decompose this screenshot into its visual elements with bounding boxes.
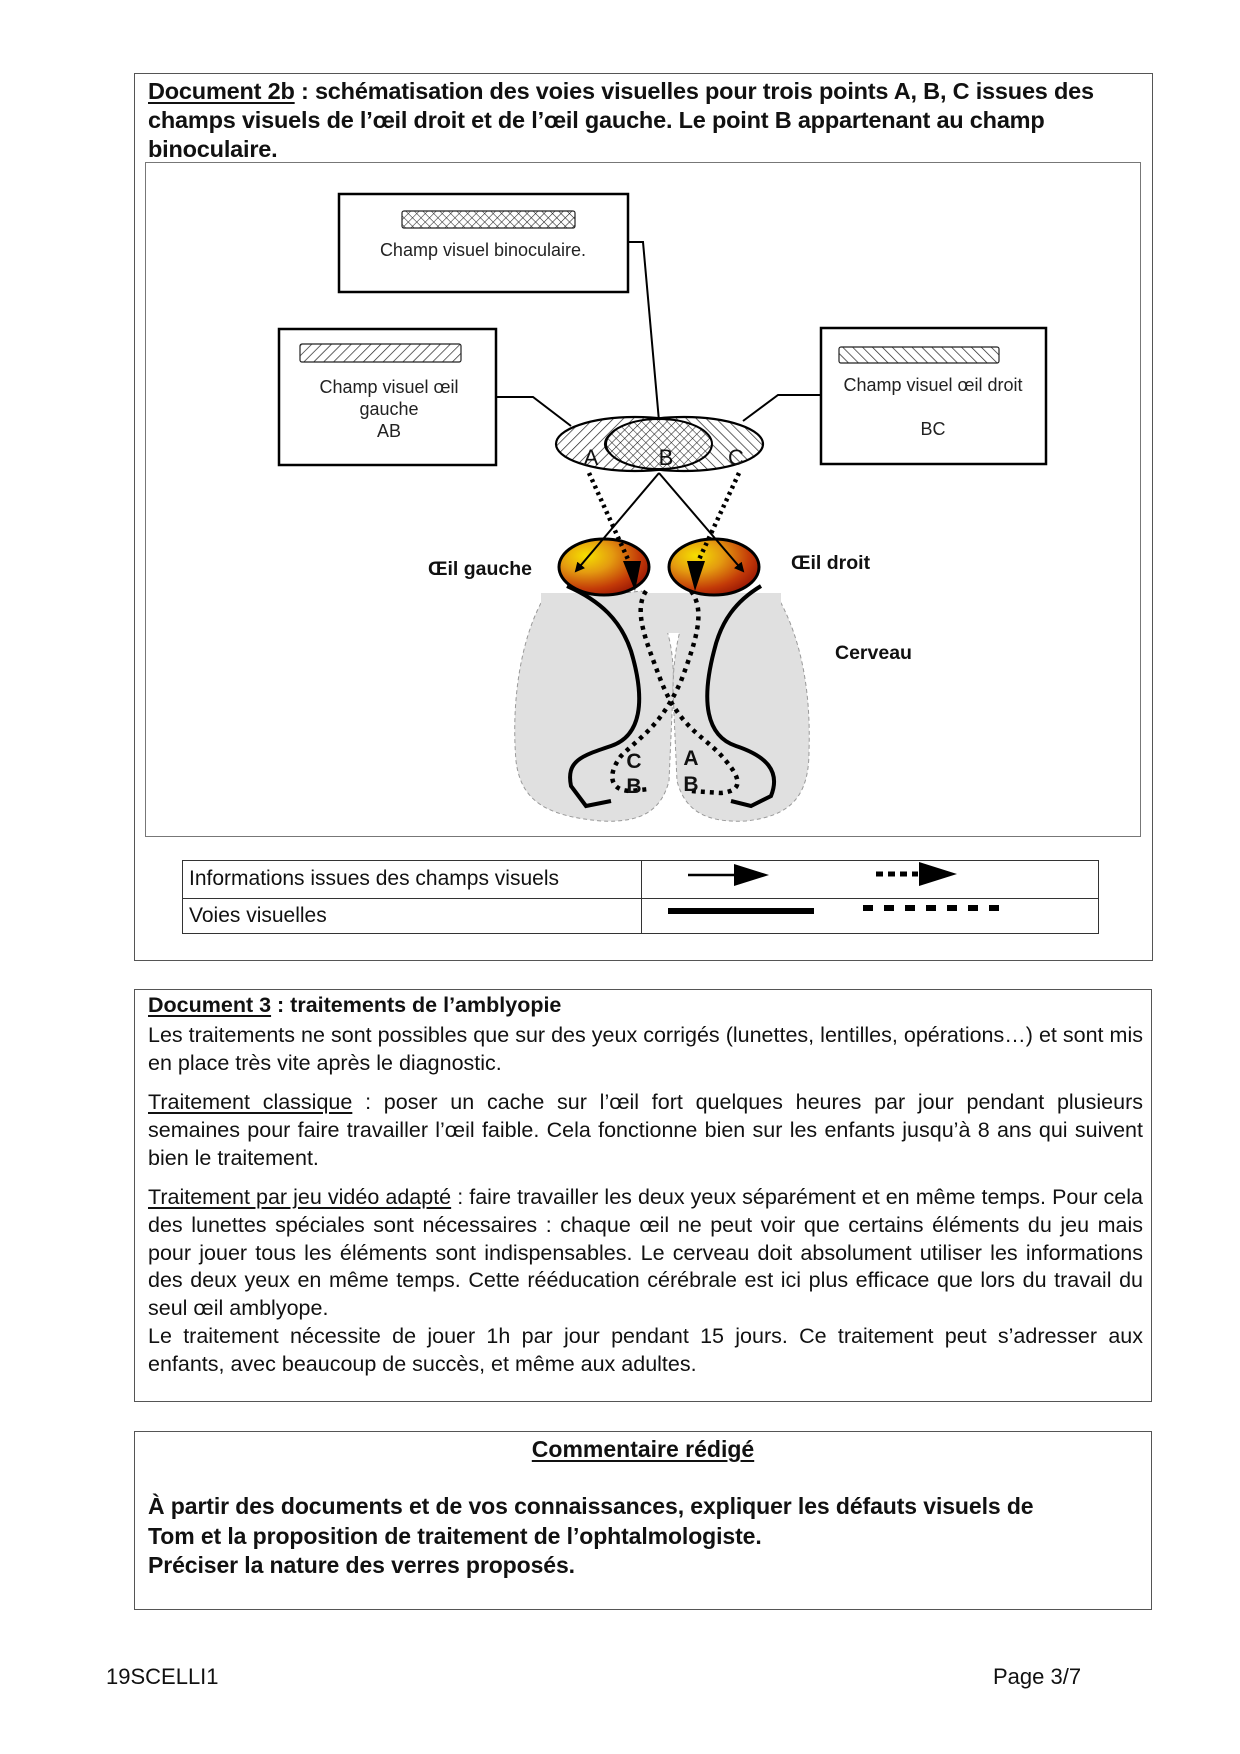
left-field-label-3: AB [376,421,402,441]
legend-label-information: Informations issues des champs visuels [189,867,559,890]
left-hemisphere-point-c: C [626,750,642,773]
document-3-heading-text: : traitements de l’amblyopie [271,993,562,1017]
left-eye-label: Œil gauche [428,558,533,580]
document-2b-heading [148,77,1138,164]
right-field-label-2: BC [920,419,946,439]
left-field-label-2: gauche [359,399,419,419]
document-3-label: Document 3 [148,993,272,1017]
video-treatment-text-2: Le traitement nécessite de jouer 1h par jour pendant 15 jours. Ce traitement peut s’adresser aux enfants, avec beaucoup de succès, et même aux adultes. [148,1323,1143,1376]
point-c-label: C [728,445,744,470]
right-hemisphere-point-a: A [683,747,699,770]
commentary-line-2: Tom et la proposition de traitement de l’ophtalmologiste. [148,1522,762,1549]
document-2b-label: Document 2b [148,78,295,104]
footer-page-number: Page 3/7 [993,1664,1082,1689]
dotted-arrow-icon [876,862,957,886]
right-field-label-1: Champ visuel œil droit [843,375,1023,395]
right-eye-field-box [821,328,1046,464]
commentary-line-1: À partir des documents et de vos connaissances, expliquer les défauts visuels de [148,1493,1034,1519]
binocular-field-box [339,194,628,292]
commentary-title [134,1436,1152,1463]
video-treatment-label: Traitement par jeu vidéo adapté [148,1185,452,1209]
solid-arrow-icon [688,864,769,886]
visual-field-ellipses [556,417,763,471]
right-eye-icon [669,539,759,595]
video-game-treatment [148,1184,1143,1379]
document-3-heading [148,993,561,1018]
video-treatment-text: : faire travailler les deux yeux séparément et en même temps. Pour cela des lunettes spéciales sont nécessaires : chaque œil ne peut voir que certains éléments du jeu mais pour jouer tous les éléments sont indispensables. Le cerveau doit absolument utiliser les informations des deux yeux en même temps. Cette rééducation cérébrale est ici plus efficace que lors du travail du seul œil amblyope. [148,1185,1143,1321]
point-b-label: B [658,445,674,470]
classic-treatment-label: Traitement classique [148,1090,353,1114]
brain-shape [515,591,810,821]
legend-table [182,860,1099,934]
footer-exam-code: 19SCELLI1 [106,1664,219,1689]
classic-treatment-text: : poser un cache sur l’œil fort quelques heures par jour pendant plusieurs semaines pour faire travailler l’œil faible. Cela fonctionne bien sur les enfants jusqu’à 8 ans qui suivent bien le traitement. [148,1090,1143,1170]
document-2b-heading-text: : schématisation des voies visuelles pour trois points A, B, C issues des champs visuels de l’œil droit et de l’œil gauche. Le point B appartenant au champ binoculaire. [148,78,1094,162]
brain-label: Cerveau [835,642,912,664]
right-eye-label: Œil droit [791,552,871,574]
commentary-line-3: Préciser la nature des verres proposés. [148,1552,575,1578]
commentary-title-text: Commentaire rédigé [531,1436,755,1462]
visual-pathways-diagram [145,162,1141,837]
commentary-instructions [148,1492,1143,1581]
intro-paragraph: Les traitements ne sont possibles que sur des yeux corrigés (lunettes, lentilles, opérations…) et sont mis en place très vite après le diagnostic. [148,1023,1143,1075]
legend-label-pathways: Voies visuelles [189,904,327,927]
right-hemisphere-point-b: B [683,773,699,796]
left-hemisphere-point-b: B [626,775,642,798]
classic-treatment [148,1089,1143,1172]
document-3-intro [148,1022,1143,1078]
left-eye-field-box [279,329,496,465]
binocular-field-label: Champ visuel binoculaire. [379,240,587,260]
point-a-label: A [583,445,599,470]
left-field-label-1: Champ visuel œil [319,377,459,397]
